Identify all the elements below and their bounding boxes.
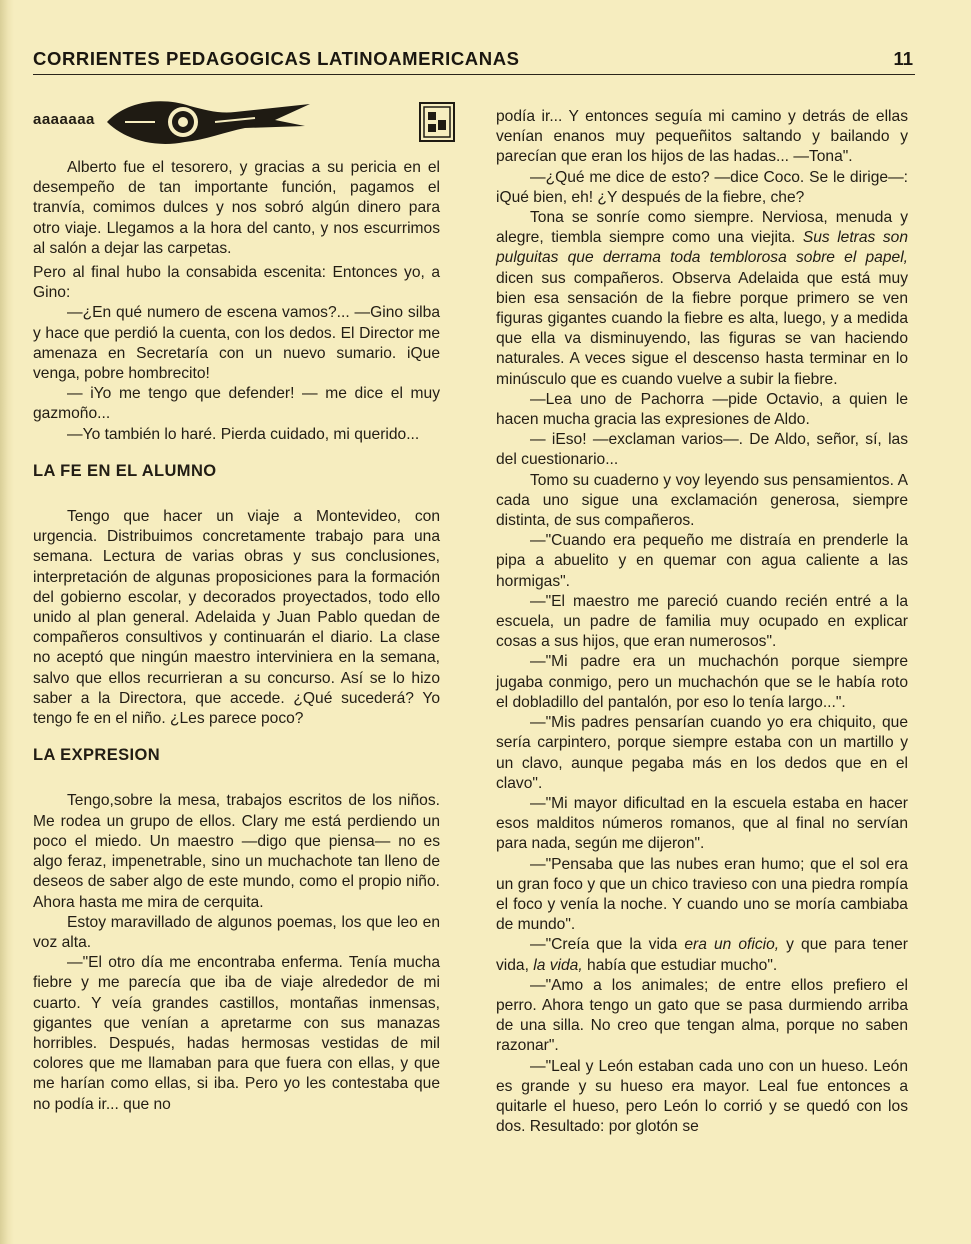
section-heading: LA FE EN EL ALUMNO [33, 461, 217, 480]
text-run: dicen sus compañeros. Observa Adelaida que está muy bien esa sensación de la fiebre porque primero se ven figuras gigantes cuando la fiebre es alta, luego, y a medida que ella va disminuyendo, las figuras se van haciendo naturales. A veces sigue el descenso hasta terminar en lo minúsculo que es cuando vuelve a subir la fiebre. [496, 269, 908, 388]
paragraph: —Lea uno de Pachorra —pide Octavio, a quien le hacen mucha gracia las expresiones de Aldo. [496, 390, 908, 429]
paragraph: Tengo que hacer un viaje a Montevideo, con urgencia. Distribuimos concretamente trabajo para una semana. Lectura de varias obras y sus conclusiones, interpretación de algunas proposiciones para la formación del gobierno escolar, y decorados proyectados, todo ello unido al plan general. Adelaida y Juan Pablo quedan de compañeros consultivos y continuarán el diario. La clase no aceptó que ningún maestro interviniera en la semana, salvo que ellos recurrieran a su concurso. Así se lo hizo saber a la Directora, que accede. ¿Qué sucederá? Yo tengo fe en el niño. ¿Les parece poco? [33, 508, 440, 728]
paragraph: —"Cuando era pequeño me distraía en prenderle la pipa a abuelito y en quemar con agua caliente a las hormigas". [496, 532, 908, 590]
paragraph: —"Mi mayor dificultad en la escuela estaba en hacer esos malditos números romanos, que al final no servían para nada, según me dijeron". [496, 794, 908, 853]
paragraph: —¿Qué me dice de esto? —dice Coco. Se le dirige—: iQué bien, eh! ¿Y después de la fiebre, che? [496, 168, 908, 206]
text-run: había que estudiar mucho". [582, 956, 778, 974]
paragraph: podía ir... Y entonces seguía mi camino y detrás de ellas venían enanos muy pequeñitos saltando y bailando y parecían que eran los hijos de las hadas... —Tona". [496, 108, 908, 166]
paragraph [496, 208, 908, 390]
paragraph: —"Mi padre era un muchachón porque siempre jugaba conmigo, pero un muchachón que se le había roto el dobladillo del pantalón, por eso lo tenía largo...". [496, 653, 908, 711]
paragraph: —¿En qué numero de escena vamos?... —Gino silba y hace que perdió la cuenta, con los dedos. El Director me amenaza en Secretaría con un nuevo sumario. iQue venga, pobre hombrecito! [33, 304, 440, 383]
paragraph: Pero al final hubo la consabida escenita: Entonces yo, a Gino: [33, 264, 440, 302]
ornament-text: aaaaaaa [33, 111, 95, 128]
text-run: —"Creía que la vida [530, 936, 685, 954]
paragraph: —"El otro día me encontraba enferma. Tenía mucha fiebre y me parecía que iba de viaje alrededor de mi cuarto. Y veía grandes castillos, montañas inmensas, gigantes que venían a apretarme con sus manazas horribles. Después, hadas hermosas vestidas de mil colores que me llamaban para que fuera con ellas, y que me harían como ellas, si iba. Pero yo les contestaba que no podía ir... que no [33, 954, 440, 1113]
paragraph: — iYo me tengo que defender! — me dice el muy gazmoño... [33, 385, 440, 423]
text-run: y que para tener vida, [496, 936, 908, 974]
paragraph [496, 935, 908, 975]
logo-box-icon [419, 102, 455, 142]
page-binding-edge [0, 0, 14, 1244]
section-heading: LA EXPRESION [33, 746, 161, 765]
paragraph: —"El maestro me pareció cuando recién entré a la escuela, un padre de familia muy ocupado en explicar cosas a sus hijos, que eran numerosos". [496, 592, 908, 651]
paragraph: Tomo su cuaderno y voy leyendo sus pensamientos. A cada uno sigue una exclamación generosa, siempre distinta, de sus compañeros. [496, 471, 908, 530]
italic-text-run: era un oficio, [684, 936, 780, 954]
paragraph: Alberto fue el tesorero, y gracias a su pericia en el desempeño de tan importante función, pagamos el tranvía, comimos dulces y nos sobró algún dinero para otro viaje. Llegamos a la hora del canto, y nos escurrimos al salón a dejar las carpetas. [33, 159, 440, 257]
paragraph: Estoy maravillado de algunos poemas, los que leo en voz alta. [33, 913, 440, 951]
right-column [496, 107, 908, 1137]
paragraph: —"Mis padres pensarían cuando yo era chiquito, que sería carpintero, porque siempre estaba con un martillo y un clavo, aunque pegaba más en los dedos que en el clavo". [496, 714, 908, 792]
italic-text-run: Sus letras son pulguitas que derrama toda temblorosa sobre el papel, [496, 229, 908, 267]
left-column [33, 88, 440, 1115]
paragraph: —"Pensaba que las nubes eran humo; que el sol era un gran foco y que un chico travieso con una piedra rompía el foco y venía la noche. Y cuando uno se moría cambiaba de mundo". [496, 855, 908, 934]
header-rule [33, 74, 915, 75]
section-ornament [33, 88, 440, 158]
paragraph: —"Amo a los animales; de entre ellos prefiero el perro. Ahora tengo un gato que se pasa durmiendo arriba de una silla. No creo que tengan alma, porque no saben razonar". [496, 976, 908, 1055]
page-number: 11 [893, 48, 913, 69]
paragraph: —"Leal y León estaban cada uno con un hueso. León es grande y su hueso era mayor. Leal fue entonces a quitarle el hueso, pero León lo corrió y se quedó con los dos. Resultado: por glotón se [496, 1057, 908, 1136]
decorative-pen-ornament-icon [105, 92, 315, 152]
paragraph: — iEso! —exclaman varios—. De Aldo, señor, sí, las del cuestionario... [496, 431, 908, 469]
paragraph: Tengo,sobre la mesa, trabajos escritos de los niños. Me rodea un grupo de ellos. Clary me está perdiendo un poco el miedo. Un maestro —digo que piensa— no es algo feraz, impenetrable, sino un muchachote tan lleno de deseos de saber algo de este mundo, como el propio niño. Ahora hasta me mira de cerquita. [33, 792, 440, 911]
text-run: Tona se sonríe como siempre. Nerviosa, menuda y alegre, tiembla siempre como una viejita. [496, 209, 908, 247]
page-header [33, 48, 913, 72]
running-title: CORRIENTES PEDAGOGICAS LATINOAMERICANAS [33, 48, 520, 69]
paragraph: —Yo también lo haré. Pierda cuidado, mi querido... [67, 425, 420, 443]
italic-text-run: la vida, [533, 956, 583, 974]
